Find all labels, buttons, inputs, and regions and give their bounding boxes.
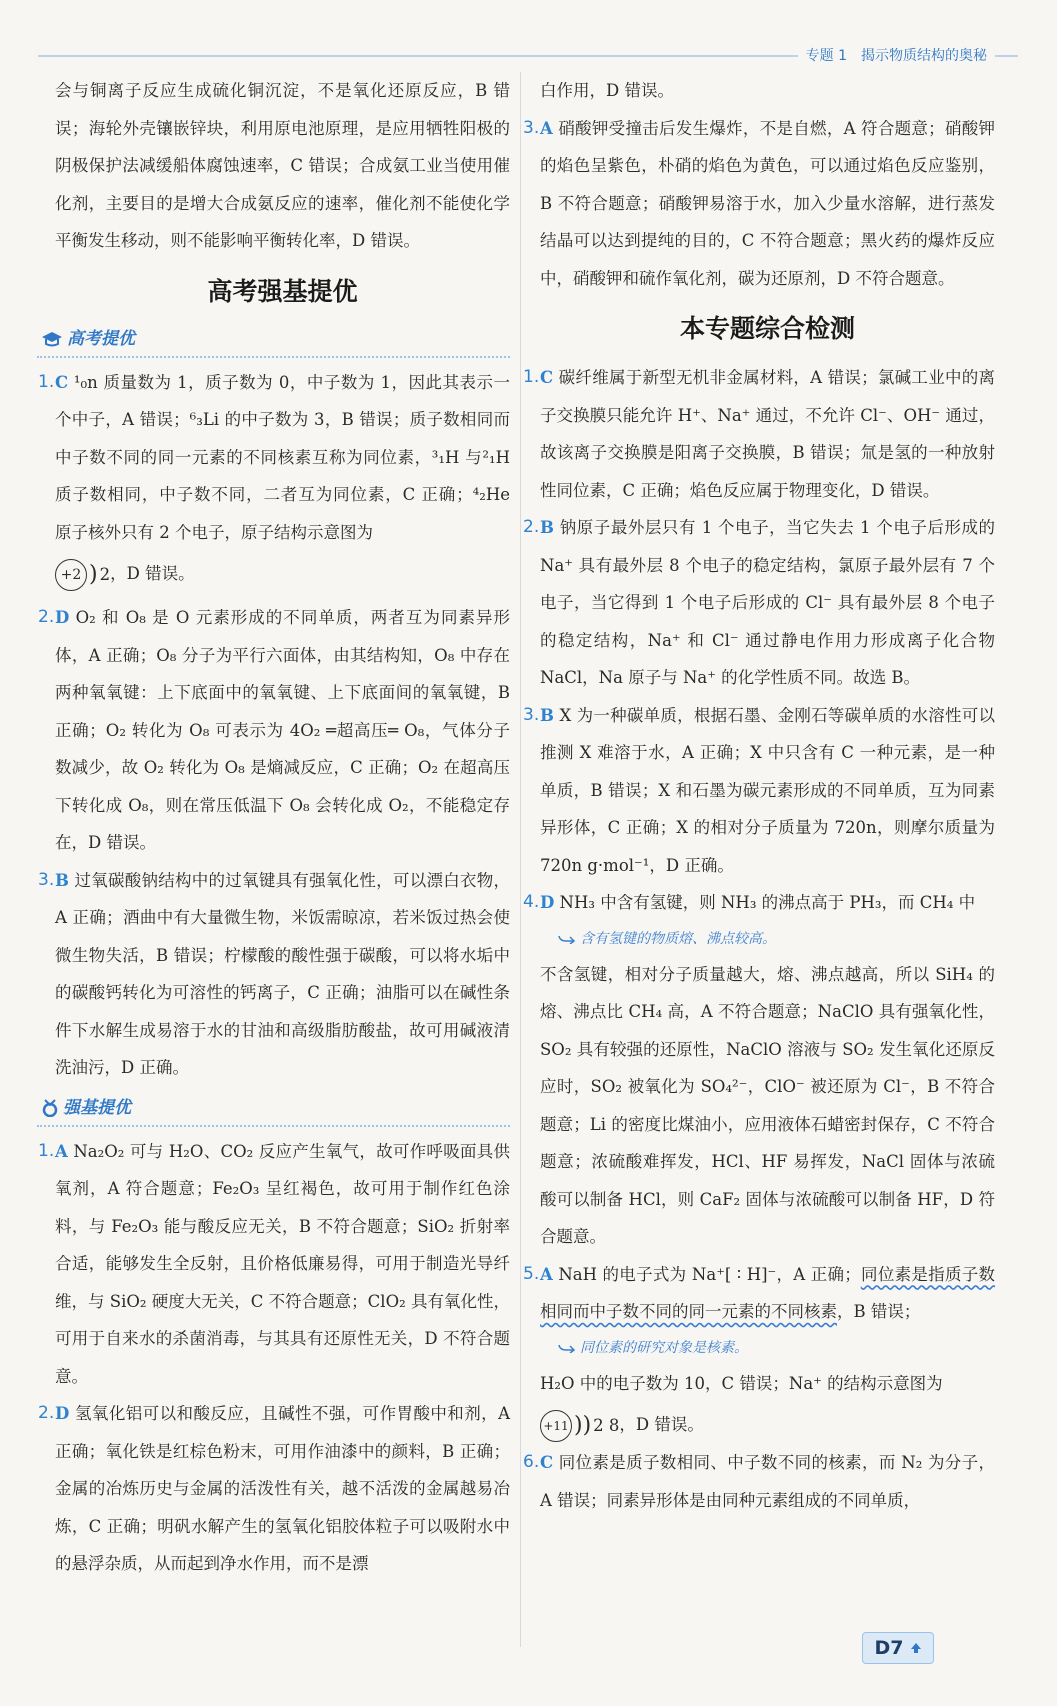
arrow-up-icon xyxy=(910,1642,922,1654)
item-text: Na₂O₂ 可与 H₂O、CO₂ 反应产生氧气，故可作呼吸面具供氧剂，A 符合题意；Fe₂O₃ 呈红褐色，故可用于制作红色涂料，与 Fe₂O₃ 能与酸反应无关，B 不符合题意；SiO₂ 折射率合适，能够发生全反射，且价格低廉易得，可用于制造光导纤维，与 SiO₂ 硬度大无关，C 不符合题意；ClO₂ 具有氧化性，可用于自来水的杀菌消毒，与其具有还原性无关，D 不符合题意。 xyxy=(55,1141,510,1386)
answer-item xyxy=(523,110,995,298)
running-header: 专题 1 揭示物质结构的奥秘 xyxy=(798,45,995,65)
item-answer: D xyxy=(55,608,70,628)
item-text: ，B 错误； xyxy=(837,1302,921,1321)
answer-item xyxy=(38,364,510,594)
item-number: 2. xyxy=(38,607,55,628)
item-number: 4. xyxy=(523,892,540,912)
ion-structure-diagram xyxy=(540,1407,619,1445)
note-text: 同位素的研究对象是核素。 xyxy=(580,1339,748,1356)
atom-diagram-row xyxy=(55,555,510,593)
shell-electrons: 2 8 xyxy=(593,1415,620,1435)
answer-item xyxy=(523,1444,995,1519)
answer-item xyxy=(523,884,995,1256)
graduation-cap-icon xyxy=(41,331,63,347)
section-title-review: 本专题综合检测 xyxy=(679,314,855,343)
arrow-icon xyxy=(558,934,576,944)
ion-diagram-row xyxy=(540,1406,995,1444)
item-answer: D xyxy=(55,1404,70,1424)
item-text: 硝酸钾受撞击后发生爆炸，不是自燃，A 符合题意；硝酸钾的焰色呈紫色，朴硝的焰色为黄色，可以通过焰色反应鉴别，B 不符合题意；硝酸钾易溶于水，加入少量水溶解，进行蒸发结晶可以达到提纯的目的，C 不符合题意；黑火药的爆炸反应中，硝酸钾和硫作氧化剂，碳为还原剂，D 不符合题意。 xyxy=(540,118,995,288)
item-number: 3. xyxy=(523,704,540,725)
answer-item xyxy=(523,1256,995,1445)
item-number: 2. xyxy=(38,1403,55,1424)
item-number: 3. xyxy=(38,869,55,890)
arrow-icon xyxy=(558,1343,576,1353)
item-text: 碳纤维属于新型无机非金属材料，A 错误；氯碱工业中的离子交换膜只能允许 H⁺、Na⁺ 通过，不允许 Cl⁻、OH⁻ 通过，故该离子交换膜是阳离子交换膜，B 错误；氚是氢的一种放射性同位素，C 正确；焰色反应属于物理变化，D 错误。 xyxy=(540,368,995,500)
item-text: X 为一种碳单质，根据石墨、金刚石等碳单质的水溶性可以推测 X 难溶于水，A 正确；X 中只含有 C 一种元素，是一种单质，B 错误；X 和石墨为碳元素形成的不同单质，互为同素异形体，C 正确；X 的相对分子质量为 720n，则摩尔质量为 720n g·mol⁻¹，D 正确。 xyxy=(540,705,995,875)
answer-item xyxy=(38,599,510,862)
item-text: O₂ 和 O₈ 是 O 元素形成的不同单质，两者互为同素异形体，A 正确；O₈ 分子为平行六面体，由其结构知，O₈ 中存在两种氧氧键：上下底面中的氧氧键、上下底面间的氧氧键，B 正确；O₂ 转化为 O₈ 可表示为 4O₂ ═超高压═ O₈，气体分子数减少，故 O₂ 转化为 O₈ 是熵减反应，C 正确；O₂ 在超高压下转化成 O₈，则在常压低温下 O₈ 会转化成 O₂，不能稳定存在，D 错误。 xyxy=(55,608,510,853)
item-number: 6. xyxy=(523,1452,540,1473)
item-answer: C xyxy=(55,372,69,392)
item-answer: A xyxy=(540,1264,553,1284)
shell-electrons: 2 xyxy=(99,564,111,584)
item-answer: C xyxy=(540,1453,554,1473)
item-text-end: ，D 错误。 xyxy=(110,564,195,583)
page-number: D7 xyxy=(874,1637,904,1659)
nucleus-charge: +11 xyxy=(540,1410,572,1442)
item-text-cont: 不含氢键，相对分子质量越大，熔、沸点越高，所以 SiH₄ 的熔、沸点比 CH₄ 高，A 不符合题意；NaClO 具有强氧化性，SO₂ 具有较强的还原性，NaClO 溶液与 SO₂ 发生氧化还原反应时，SO₂ 被氧化为 SO₄²⁻，ClO⁻ 被还原为 Cl⁻，B 不符合题意；Li 的密度比煤油小，应用液体石蜡密封保存，C 不符合题意；浓硫酸难挥发，HCl、HF 易挥发，NaCl 固体与浓硫酸可以制备 HCl，则 CaF₂ 固体与浓硫酸可以制备 HF，D 符合题意。 xyxy=(540,964,995,1246)
item-answer: A xyxy=(540,118,553,138)
item-number: 5. xyxy=(523,1263,540,1284)
left-column xyxy=(38,72,510,1583)
atom-structure-diagram xyxy=(55,556,110,594)
item-answer: C xyxy=(540,368,554,387)
subsection-label: 高考提优 xyxy=(67,328,135,349)
wavy-underlined-text: 同位素是指质子数相同而中子数不同的同一元素的不同核素 xyxy=(540,1264,995,1321)
page-number-badge xyxy=(862,1632,934,1664)
item-text: 过氧碳酸钠结构中的过氧键具有强氧化性，可以漂白衣物，A 正确；酒曲中有大量微生物，米饭需晾凉，若米饭过热会使微生物失活，B 错误；柠檬酸的酸性强于碳酸，可以将水垢中的碳酸钙转化为可溶性的钙离子，C 正确；油脂可以在碱性条件下水解生成易溶于水的甘油和高级脂肪酸盐，故可用碱液清洗油污，D 正确。 xyxy=(55,870,510,1078)
item-number: 2. xyxy=(523,517,540,537)
right-column xyxy=(523,72,995,1519)
item-text-cont: H₂O 中的电子数为 10，C 错误；Na⁺ 的结构示意图为 xyxy=(540,1373,943,1393)
electron-shell: )) xyxy=(574,1412,592,1438)
item-number: 1. xyxy=(38,1140,55,1161)
item-answer: B xyxy=(55,870,69,890)
item-answer: D xyxy=(540,893,555,912)
answer-item xyxy=(523,359,995,509)
subsection-label: 强基提优 xyxy=(63,1097,131,1118)
handwritten-note xyxy=(540,922,995,956)
answer-item xyxy=(523,509,995,697)
answer-item xyxy=(38,1395,510,1583)
item-text: 氢氧化铝可以和酸反应，且碱性不强，可作胃酸中和剂，A 正确；氧化铁是红棕色粉末，可用作油漆中的颜料，B 正确；金属的冶炼历史与金属的活泼性有关，越不活泼的金属越易冶炼，C 正确；明矾水解产生的氢氧化铝胶体粒子可以吸附水中的悬浮杂质，从而起到净水作用，而不是漂 xyxy=(55,1404,510,1574)
subsection-qiangji xyxy=(37,1091,510,1127)
item-answer: B xyxy=(540,518,554,537)
item-text-end: ，D 错误。 xyxy=(619,1415,704,1434)
item-text: 钠原子最外层只有 1 个电子，当它失去 1 个电子后形成的 Na⁺ 具有最外层 8 个电子的稳定结构，氯原子最外层有 7 个电子，当它得到 1 个电子后形成的 Cl⁻ 具有最外层 8 个电子的稳定结构，Na⁺ 和 Cl⁻ 通过静电作用力形成离子化合物 NaCl，Na 原子与 Na⁺ 的化学性质不同。故选 B。 xyxy=(540,518,995,687)
item-text: NaH 的电子式为 Na⁺[ ∶ H]⁻，A 正确； xyxy=(552,1264,861,1284)
medal-icon xyxy=(41,1099,59,1117)
item-text: ¹₀n 质量数为 1，质子数为 0，中子数为 1，因此其表示一个中子，A 错误；⁶₃Li 的中子数为 3，B 错误；质子数相同而中子数不同的同一元素的不同核素互称为同位素，³₁H 与²₁H 质子数相同，中子数不同，二者互为同位素，C 正确；⁴₂He 原子核外只有 2 个电子，原子结构示意图为 xyxy=(55,372,510,542)
answer-item xyxy=(38,1133,510,1396)
continuation-text: 白作用，D 错误。 xyxy=(540,81,674,100)
item-number: 1. xyxy=(38,371,55,392)
column-divider xyxy=(520,72,521,1647)
item-number: 3. xyxy=(523,117,540,138)
item-number: 1. xyxy=(523,367,540,387)
nucleus-charge: +2 xyxy=(55,559,87,591)
answer-item xyxy=(38,862,510,1087)
subsection-gaokao xyxy=(37,322,510,358)
item-text: NH₃ 中含有氢键，则 NH₃ 的沸点高于 PH₃，而 CH₄ 中 xyxy=(554,893,976,912)
handwritten-note xyxy=(540,1331,995,1365)
electron-shell: ) xyxy=(89,561,98,587)
section-title-gaokao: 高考强基提优 xyxy=(207,276,358,306)
item-text: 同位素是质子数相同、中子数不同的核素，而 N₂ 为分子，A 错误；同素异形体是由同种元素组成的不同单质， xyxy=(540,1453,995,1510)
note-text: 含有氢键的物质熔、沸点较高。 xyxy=(580,930,776,947)
item-answer: A xyxy=(55,1141,68,1161)
item-answer: B xyxy=(540,705,554,725)
answer-item xyxy=(523,697,995,885)
intro-paragraph: 会与铜离子反应生成硫化铜沉淀，不是氧化还原反应，B 错误；海轮外壳镶嵌锌块，利用原电池原理，是应用牺牲阳极的阴极保护法减缓船体腐蚀速率，C 错误；合成氨工业当使用催化剂，主要目的是增大合成氨反应的速率，催化剂不能使化学平衡发生移动，则不能影响平衡转化率，D 错误。 xyxy=(55,81,510,250)
